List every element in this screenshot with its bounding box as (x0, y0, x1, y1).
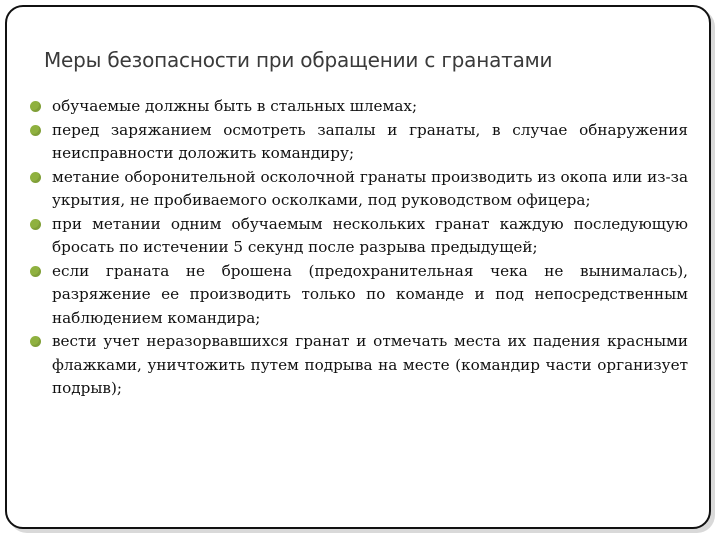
bullet-item-inspection (30, 119, 688, 166)
bullet-text: при метании одним обучаемым нескольких гранат каждую последующую бросать по истечении 5 секунд после разрыва предыдущей; (52, 214, 688, 256)
bullet-item-helmets (30, 95, 688, 119)
bullet-text: перед заряжанием осмотреть запалы и гранаты, в случае обнаружения неисправности доложить командиру; (52, 120, 688, 162)
bullet-item-unexploded (30, 330, 688, 401)
bullet-icon (30, 101, 41, 112)
bullet-icon (30, 219, 41, 230)
bullet-item-cover (30, 166, 688, 213)
bullet-item-interval (30, 213, 688, 260)
bullet-icon (30, 172, 41, 183)
bullet-text: если граната не брошена (предохранительная чека не вынималась), разряжение ее производить только по команде и под непосредственным наблюдением командира; (52, 261, 688, 327)
bullet-icon (30, 336, 41, 347)
bullet-icon (30, 266, 41, 277)
bullet-text: вести учет неразорвавшихся гранат и отмечать места их падения красными флажками, уничтожить путем подрыва на месте (командир части организует подрыв); (52, 332, 688, 397)
bullet-icon (30, 125, 41, 136)
bullet-text: метание оборонительной осколочной гранаты производить из окопа или из-за укрытия, не пробиваемого осколками, под руководством офицера; (52, 167, 688, 209)
slide-title: Меры безопасности при обращении с гранатами (44, 48, 553, 72)
bullet-text: обучаемые должны быть в стальных шлемах; (52, 97, 418, 115)
bullet-item-unthrown (30, 260, 688, 331)
safety-rules-list (30, 95, 688, 401)
